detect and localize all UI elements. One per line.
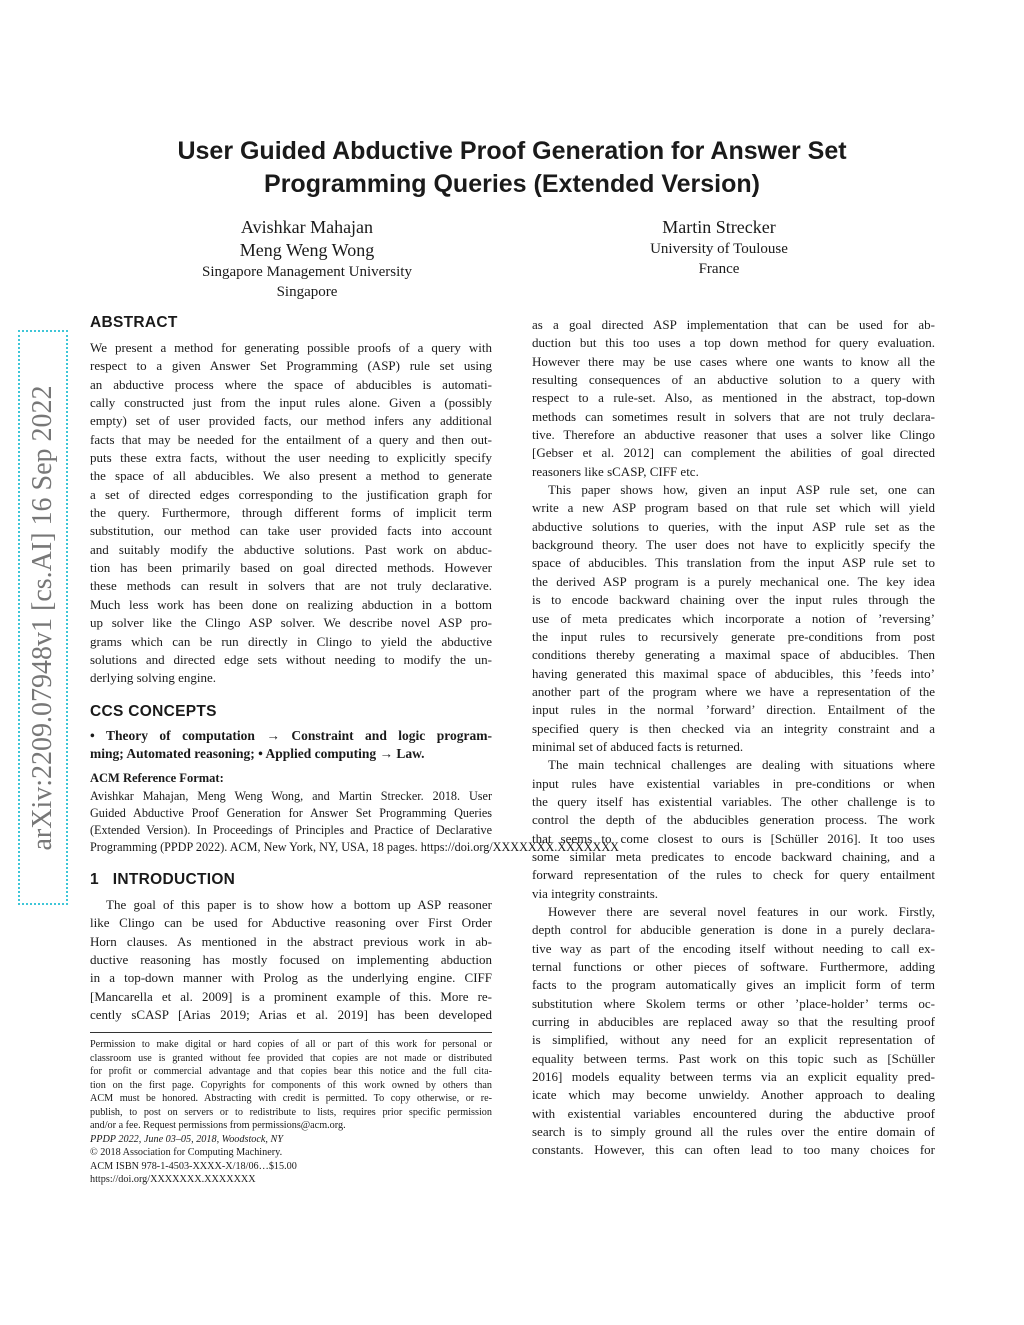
text-line: substitution where Skolem terms or other ’place-holder’ terms oc- — [532, 995, 935, 1011]
text-line: forward representation of the rules to check for query entailment — [532, 867, 935, 883]
author-block-right — [569, 216, 869, 279]
text-line: 2016] models equality between terms via an explicit equality pred- — [532, 1069, 935, 1085]
text-line: with existential variables encountered during the abductive proof — [532, 1105, 935, 1121]
text-line: https://doi.org/XXXXXXX.XXXXXXX — [90, 1174, 256, 1185]
text-line: depth control for abducible generation is done in a purely declara- — [532, 922, 935, 938]
author-country: France — [698, 261, 740, 277]
text-line: an abductive process where the space of abducibles is automati- — [90, 376, 492, 392]
text-line: search is to simply ground all the rules over the entire domain of — [532, 1124, 935, 1140]
text-line: and/or a fee. Request permissions from permissions@acm.org. — [90, 1120, 346, 1131]
text-line: the query. Furthermore, through different forms of implicit term — [90, 505, 492, 521]
text-line: curring in abducibles are replaced away so that the resulting proof — [532, 1014, 935, 1030]
text-line: tion on the first page. Copyrights for components of this work owned by others than — [90, 1079, 492, 1091]
text-line: ductive reasoning has mostly focused on implementing abduction — [90, 952, 492, 968]
text-line: these methods can result in solvers that are not truly declarative. — [90, 578, 492, 594]
text-line: use of meta predicates which incorporate a notion of ’reversing’ — [532, 610, 935, 626]
text-line: © 2018 Association for Computing Machinery. — [90, 1147, 283, 1158]
text-line: ternal functions or other pieces of software. Furthermore, adding — [532, 959, 935, 975]
author-name: Meng Weng Wong — [239, 240, 375, 260]
text-line: ACM must be honored. Abstracting with credit is permitted. To copy otherwise, or re- — [90, 1093, 492, 1104]
text-line: respect to a rule-set. Also, as mentioned in the abstract, top-down — [532, 390, 935, 406]
text-line: control the depth of the abducibles generation process. The work — [532, 812, 935, 828]
text-line: having generated this maximal space of abducibles, this ’feeds into’ — [532, 665, 935, 681]
text-line: another part of the program where we have a representation of the — [532, 683, 935, 699]
text-line: facts to the program automatically gives an implicit form of term — [532, 977, 935, 993]
arxiv-stamp — [18, 330, 68, 905]
text-line: • Theory of computation → Constraint and logic program- — [90, 728, 492, 743]
text-line: reasoners like sCASP, CIFF etc. — [532, 463, 699, 479]
text-line: some similar meta predicates to encode backward chaining, and a — [532, 848, 935, 864]
footnote-rule — [90, 1032, 492, 1033]
text-line: The main technical challenges are dealing with situations where — [548, 757, 935, 773]
text-line: tion has been primarily based on goal directed methods. However — [90, 560, 492, 576]
text-line: tive way as part of the encoding itself without needing to call ex- — [532, 940, 935, 956]
text-line: facts that may be needed for the entailment of a query and then out- — [90, 431, 492, 447]
text-line: icate which may become unwieldy. Another approach to dealing — [532, 1087, 935, 1103]
text-line: is to encode backward chaining over the input rules through the — [532, 592, 935, 608]
abstract-heading: ABSTRACT — [90, 314, 178, 331]
text-line: the input rules to recursively generate pre-conditions from post — [532, 628, 935, 644]
text-line: substitution, our method can take user provided facts into account — [90, 523, 492, 539]
text-line: like Clingo can be used for Abductive reasoning over First Order — [90, 915, 492, 931]
text-line: This paper shows how, given an input ASP rule set, one can — [548, 482, 935, 498]
author-name: Avishkar Mahajan — [240, 217, 374, 237]
text-line: input rules have existential variables in pre-conditions or when — [532, 775, 935, 791]
text-line: as a goal directed ASP implementation that can be used for ab- — [532, 317, 935, 332]
text-line: specified query is then checked via an integrity constraint and a — [532, 720, 935, 736]
text-line: abductive solutions to queries, with the input ASP rule set as the — [532, 518, 935, 534]
text-line: Permission to make digital or hard copies of all or part of this work for personal or — [90, 1039, 492, 1050]
text-line: puts these extra facts, without the user needing to explicitly specify — [90, 450, 492, 466]
text-line: background theory. The user does not have to explicitly specify the — [532, 537, 935, 553]
text-line: However there may be use cases where one wants to know all the — [532, 353, 935, 369]
text-line: input rules in the normal ’forward’ direction. Entailment of the — [532, 702, 935, 718]
text-line: (Extended Version). In Proceedings of Principles and Practice of Declarative — [90, 823, 492, 837]
text-line: a set of directed edges corresponding to the justification graph for — [90, 486, 492, 502]
text-line: Guided Abductive Proof Generation for Answer Set Programming Queries — [90, 806, 492, 820]
right-column-body — [532, 316, 935, 1160]
reference-heading: ACM Reference Format: — [90, 771, 224, 785]
text-line: cally constructed just from the input rules alone. Given a (possibly — [90, 395, 492, 411]
author-block-left — [157, 216, 457, 302]
text-line: equality between terms. Past work on this topic such as [Schüller — [532, 1050, 935, 1066]
title-line: User Guided Abductive Proof Generation for Answer Set — [177, 137, 847, 165]
intro-body — [90, 896, 492, 1024]
intro-heading: 1 INTRODUCTION — [90, 871, 236, 888]
ccs-heading: CCS CONCEPTS — [90, 703, 217, 720]
text-line: methods can sometimes result in solvers that are not truly declara- — [532, 408, 935, 424]
author-affiliation: University of Toulouse — [650, 241, 788, 257]
text-line: grams which can be run directly in Clingo to yield the abductive — [90, 633, 492, 649]
arxiv-id: arXiv:2209.07948v1 [cs.AI] 16 Sep 2022 — [27, 384, 58, 851]
text-line: empty) set of user provided facts, our method infers any additional — [90, 413, 492, 429]
text-line: Much less work has been done on realizing abduction in a bottom — [90, 596, 492, 612]
author-country: Singapore — [276, 284, 338, 300]
text-line: the derived ASP program is a purely mechanical one. The key idea — [532, 573, 935, 589]
text-line: We present a method for generating possible proofs of a query with — [90, 340, 492, 355]
author-name: Martin Strecker — [662, 217, 776, 237]
text-line: respect to a given Answer Set Programming (ASP) rule set using — [90, 358, 492, 374]
text-line: ACM ISBN 978-1-4503-XXXX-X/18/06…$15.00 — [90, 1160, 297, 1172]
abstract-body — [90, 339, 492, 688]
text-line: up solver like the Clingo ASP solver. We describe novel ASP pro- — [90, 615, 492, 631]
text-line: publish, to post on servers or to redistribute to lists, requires prior specific permission — [90, 1106, 492, 1118]
ccs-concepts — [90, 727, 492, 764]
text-line: for profit or commercial advantage and that copies bear this notice and the full cita- — [90, 1066, 492, 1077]
text-line: PPDP 2022, June 03–05, 2018, Woodstock, NY — [90, 1133, 283, 1145]
author-affiliation: Singapore Management University — [202, 264, 412, 280]
text-line: is simplified, without any need for an explicit representation of — [532, 1032, 935, 1048]
text-line: conditions thereby generating a maximal space of abducibles. Then — [532, 647, 935, 663]
text-line: [Gebser et al. 2012] can complement the abilities of goal directed — [532, 445, 935, 461]
text-line: that seems to come closest to ours is [Schüller 2016]. It too uses — [532, 830, 935, 846]
text-line: Avishkar Mahajan, Meng Weng Wong, and Martin Strecker. 2018. User — [90, 789, 492, 803]
text-line: in a top-down manner with Prolog as the underlying engine. CIFF — [90, 970, 492, 986]
text-line: tive. Therefore an abductive reasoner that uses a solver like Clingo — [532, 427, 935, 443]
paper-title — [0, 135, 1024, 201]
text-line: write a new ASP program based on that rule set which will yield — [532, 500, 935, 516]
text-line: and suitably modify the abductive solutions. Past work on abduc- — [90, 541, 492, 557]
reference-format — [90, 788, 619, 856]
copyright-footnote — [90, 1038, 492, 1187]
text-line: via integrity constraints. — [532, 885, 659, 901]
title-line: Programming Queries (Extended Version) — [264, 170, 760, 198]
text-line: solutions and directed edge sets without needing to modify the un- — [90, 651, 492, 667]
text-line: Horn clauses. As mentioned in the abstract previous work in ab- — [90, 933, 492, 949]
text-line: classroom use is granted without fee provided that copies are not made or distributed — [90, 1052, 492, 1064]
text-line: Programming (PPDP 2022). ACM, New York, NY, USA, 18 pages. https://doi.org/XXXXXXX.XXXXXXX — [90, 840, 619, 854]
text-line: resulting consequences of an abductive solution to a query with — [532, 372, 935, 388]
text-line: derlying solving engine. — [90, 670, 217, 686]
text-line: the space of all abducibles. We also present a method to generate — [90, 468, 492, 484]
text-line: constants. However, this can often lead to too many choices for — [532, 1142, 935, 1158]
text-line: ming; Automated reasoning; • Applied computing → Law. — [90, 746, 425, 762]
text-line: duction but this too uses a top down method for query evaluation. — [532, 335, 935, 351]
text-line: The goal of this paper is to show how a bottom up ASP reasoner — [106, 897, 492, 912]
text-line: However there are several novel features in our work. Firstly, — [548, 904, 935, 919]
text-line: cently sCASP [Arias 2019; Arias et al. 2019] has been developed — [90, 1007, 492, 1023]
text-line: [Mancarella et al. 2009] is a prominent example of this. More re- — [90, 988, 492, 1004]
text-line: the query itself has existential variables. The other challenge is to — [532, 793, 935, 809]
text-line: minimal set of abduced facts is returned. — [532, 738, 744, 754]
text-line: space of abducibles. This translation from the input ASP rule set to — [532, 555, 935, 571]
